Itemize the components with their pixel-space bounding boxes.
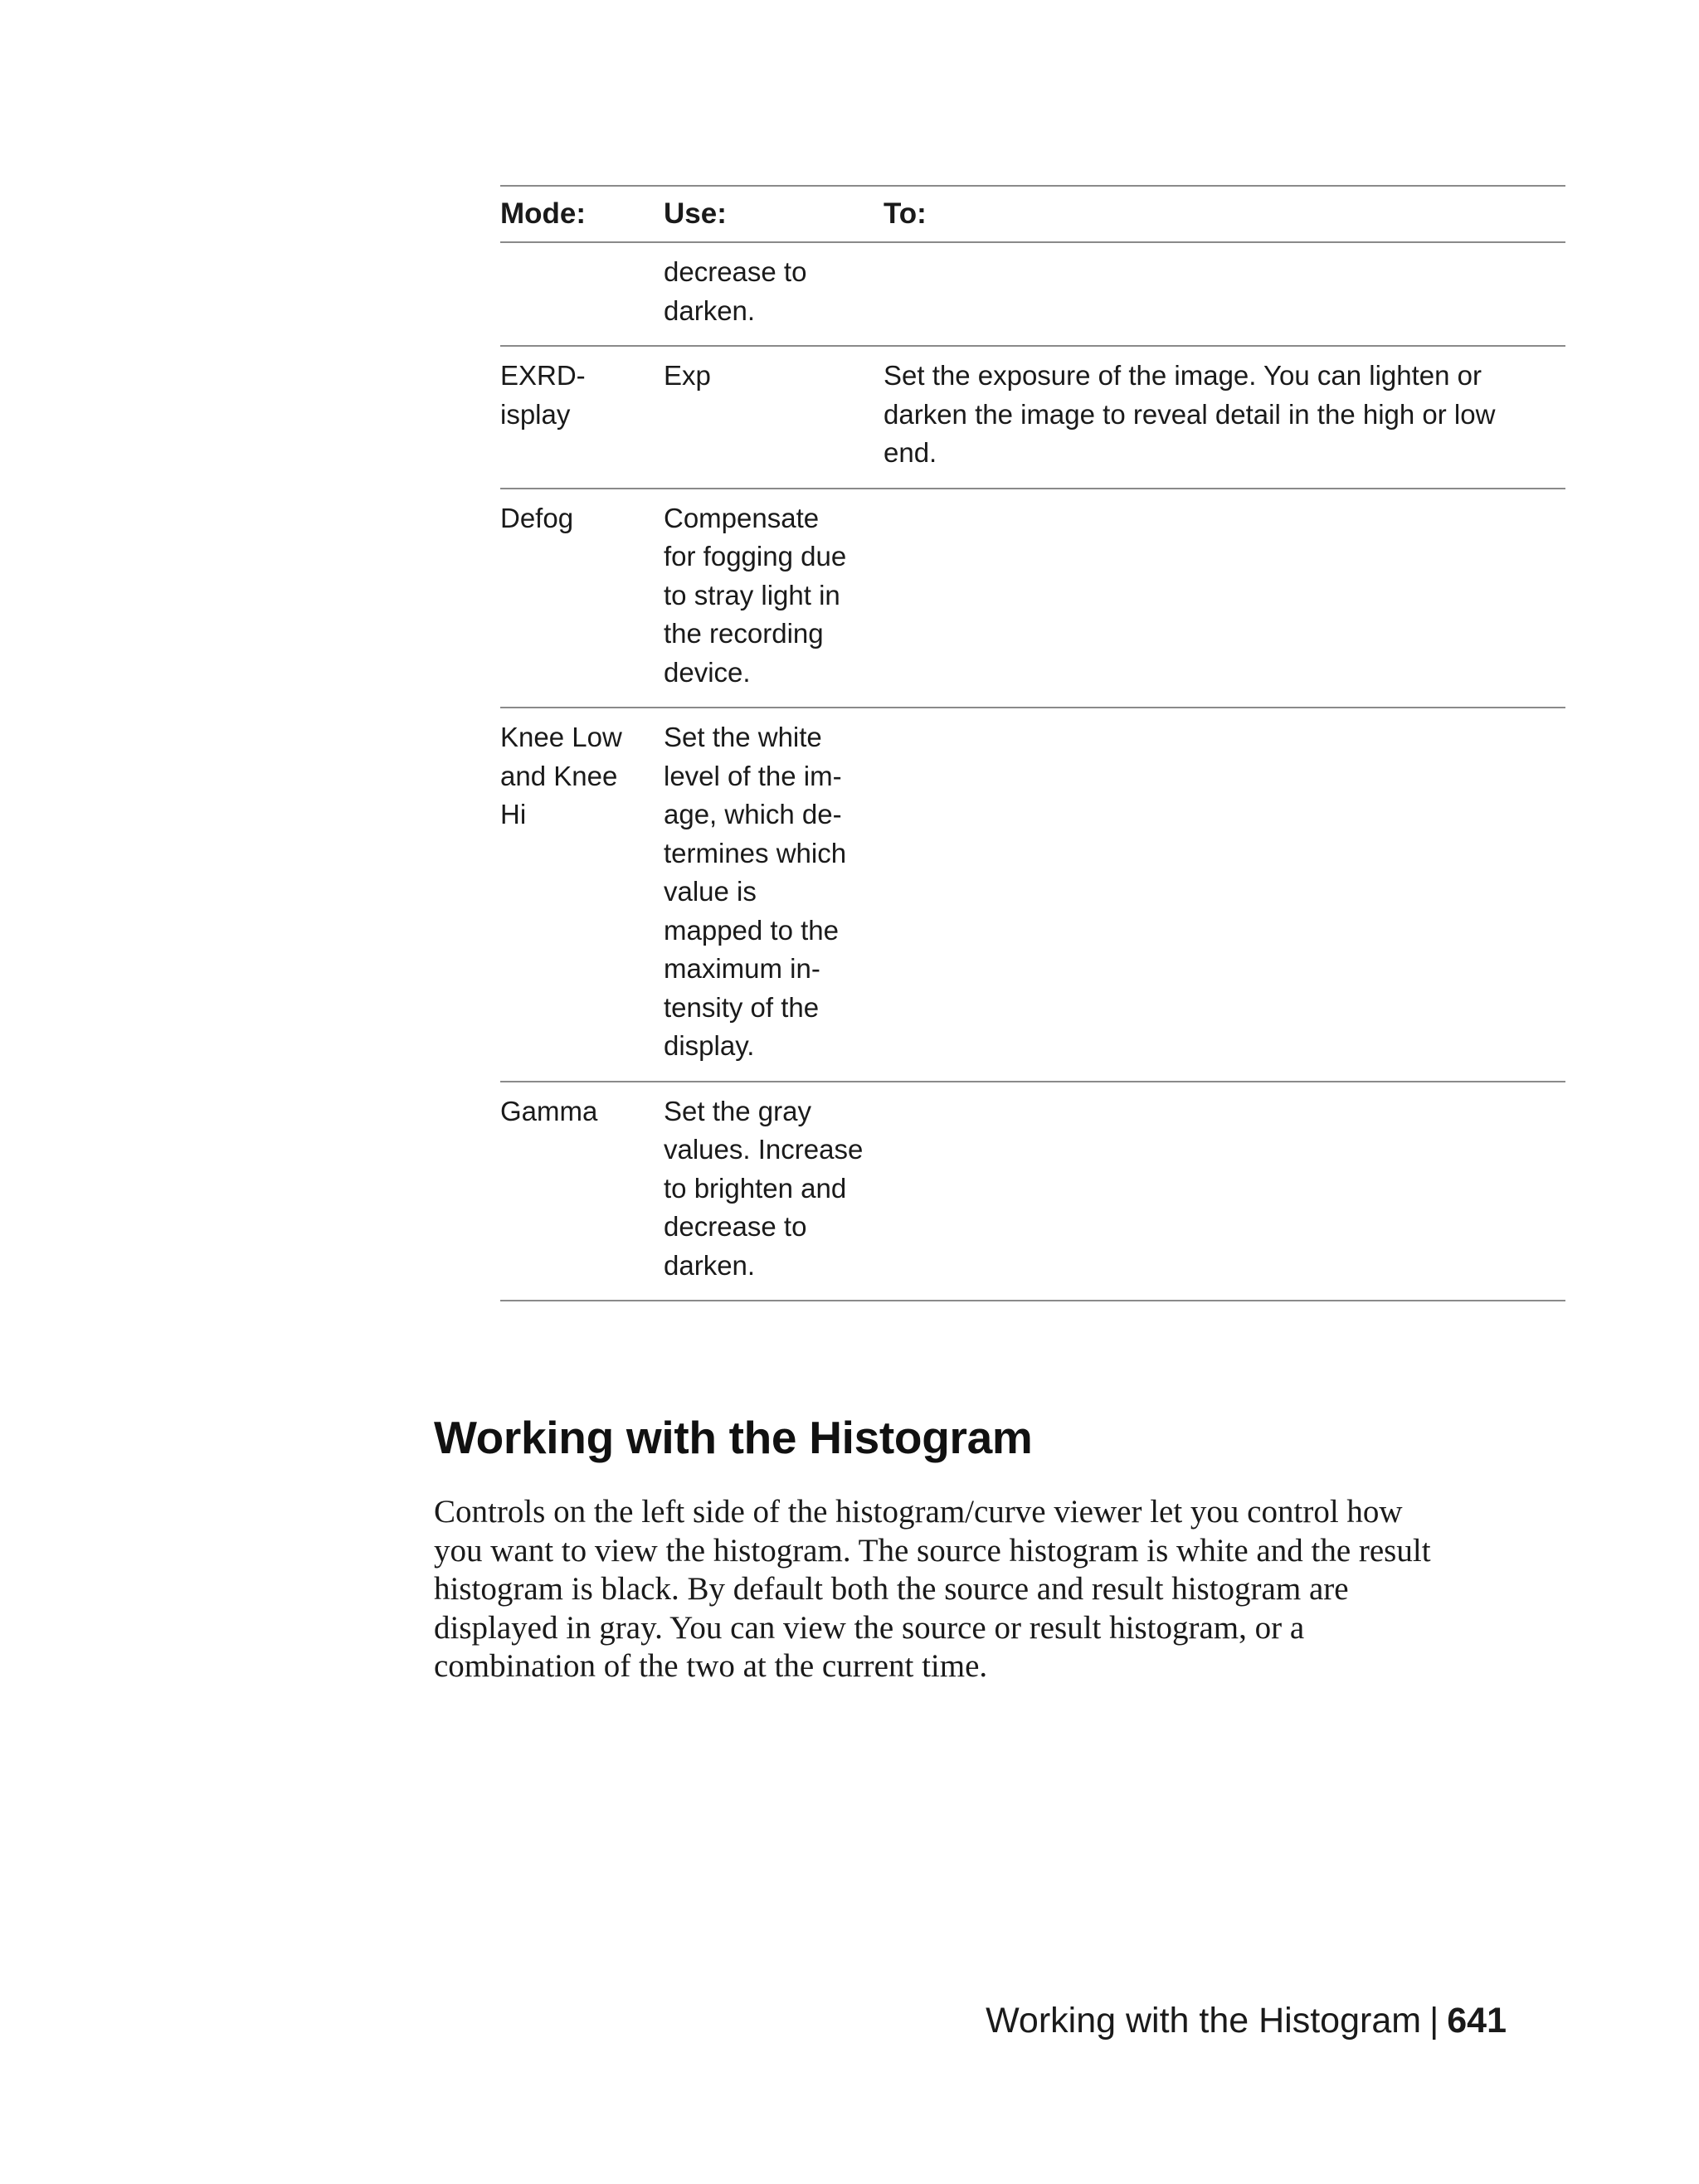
table-body [500, 243, 1565, 1301]
cell-text-line: Exp [664, 360, 711, 391]
cell-text-line: to stray light in [664, 579, 840, 610]
table-row [500, 243, 1565, 347]
footer-section-title: Working with the Histogram [986, 2001, 1422, 2041]
paragraph-line: Controls on the left side of the histogram/curve viewer let you control how [434, 1494, 1403, 1530]
cell-text-line: tensity of the [664, 991, 820, 1023]
table-row [500, 708, 1565, 1082]
table-row [500, 489, 1565, 709]
cell-text-line: and Knee [500, 760, 618, 791]
cell-text-line: Knee Low [500, 722, 622, 752]
modes-table [500, 185, 1565, 1301]
table-cell-to [855, 499, 1565, 693]
section-heading: Working with the Histogram [434, 1412, 1033, 1463]
section-body-paragraph [434, 1493, 1595, 1686]
cell-text-line: age, which de- [664, 799, 842, 829]
table-cell-mode [500, 357, 663, 473]
cell-text-line: Compensate [664, 502, 820, 533]
table-header-row [500, 185, 1565, 243]
cell-text-line: Set the gray [664, 1095, 811, 1126]
cell-text-line: to brighten and [664, 1172, 847, 1204]
table-cell-mode [500, 253, 663, 330]
table-cell-mode [500, 718, 663, 1066]
table-row [500, 1082, 1565, 1302]
table-cell-use [663, 718, 855, 1066]
cell-text-line: display. [664, 1030, 755, 1061]
table-cell-use [663, 499, 855, 693]
cell-text-line: for fogging due [664, 541, 847, 572]
cell-text-line: decrease to [664, 1211, 807, 1242]
cell-text-line: Hi [500, 799, 527, 829]
table-cell-use [663, 1092, 864, 1286]
table-cell-use [663, 253, 855, 330]
paragraph-line: histogram is black. By default both the source and result histogram are [434, 1571, 1349, 1607]
cell-text-line: Set the exposure of the image. You can lighten or [884, 360, 1482, 391]
cell-text-line: device. [664, 656, 751, 688]
table-cell-to [855, 253, 1565, 330]
table-cell-to [855, 1092, 1565, 1286]
cell-text-line: values. Increase [664, 1134, 864, 1165]
cell-text-line: decrease to [664, 256, 807, 287]
cell-text-line: isplay [500, 398, 571, 430]
cell-text-line: value is [664, 876, 757, 907]
header-mode: Mode: [500, 197, 587, 230]
page-number: 641 [1447, 2001, 1507, 2041]
cell-text-line: maximum in- [664, 953, 820, 984]
header-use: Use: [664, 197, 727, 230]
cell-text-line: termines which [664, 837, 847, 868]
table-cell-mode [500, 499, 663, 693]
cell-text-line: level of the im- [664, 760, 842, 791]
table-cell-mode [500, 1092, 663, 1286]
cell-text-line: Defog [500, 502, 574, 533]
cell-text-line: darken the image to reveal detail in the high or low [884, 398, 1496, 430]
page-footer [986, 1997, 1507, 2044]
table-cell-use [663, 357, 855, 473]
table-cell-to [855, 357, 1565, 473]
cell-text-line: EXRD- [500, 360, 586, 391]
cell-text-line: mapped to the [664, 914, 839, 946]
cell-text-line: the recording [664, 618, 824, 649]
cell-text-line: Gamma [500, 1095, 598, 1126]
paragraph-line: combination of the two at the current time. [434, 1648, 988, 1684]
table-row [500, 347, 1565, 489]
paragraph-line: you want to view the histogram. The source histogram is white and the result [434, 1532, 1431, 1569]
cell-text-line: darken. [664, 294, 756, 326]
footer-separator: | [1429, 2001, 1439, 2041]
paragraph-line: displayed in gray. You can view the source or result histogram, or a [434, 1609, 1305, 1646]
table-cell-to [855, 718, 1565, 1066]
header-to: To: [884, 197, 927, 230]
cell-text-line: Set the white [664, 722, 822, 752]
cell-text-line: end. [884, 437, 937, 468]
cell-text-line: darken. [664, 1249, 756, 1281]
